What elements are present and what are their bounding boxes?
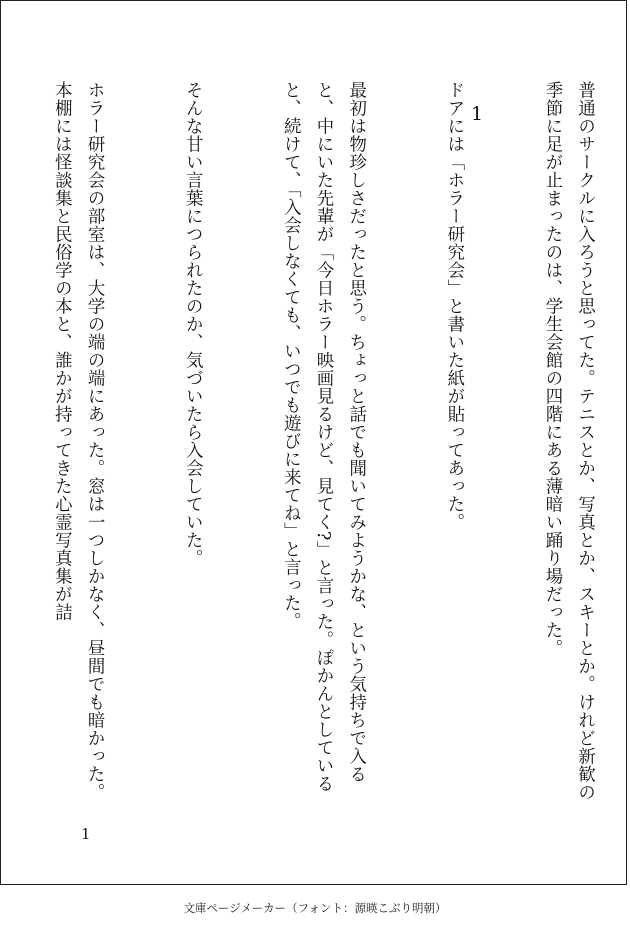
chapter-number: 1 bbox=[471, 103, 484, 125]
paragraph: ホラー研究会の部室は、大学の端の端にあった。窓は一つしかなく、昼間でも暗かった。本棚には怪談集と民俗学の本と、誰かが持ってきた心霊写真集が詰 bbox=[51, 81, 105, 801]
footer-credit: 文庫ページメーカー（フォント：源暎こぶり明朝） bbox=[183, 901, 447, 915]
vertical-text-column bbox=[51, 81, 630, 801]
paragraph: 普通のサークルに入ろうと思ってた。テニスとか、写真とか、スキーとか。けれど新歓の季節に足が止まったのは、学生会館の四階にある薄暗い踊り場だった。 bbox=[541, 81, 595, 801]
paragraph: ドアには「ホラー研究会」と書いた紙が貼ってあった。 bbox=[443, 81, 464, 531]
paragraph: そんな甘い言葉につられたのか、気づいたら入会していた。 bbox=[182, 81, 203, 567]
page-number: 1 bbox=[81, 825, 91, 843]
paragraph: 最初は物珍しさだったと思う。ちょっと話でも聞いてみようかな、という気持ちで入ると、中にいた先輩が「今日ホラー映画見るけど、見てく?」と言った。ぽかんとしていると、続けて、「入会しなくても、いつでも遊びに来てね」と言った。 bbox=[280, 81, 366, 793]
